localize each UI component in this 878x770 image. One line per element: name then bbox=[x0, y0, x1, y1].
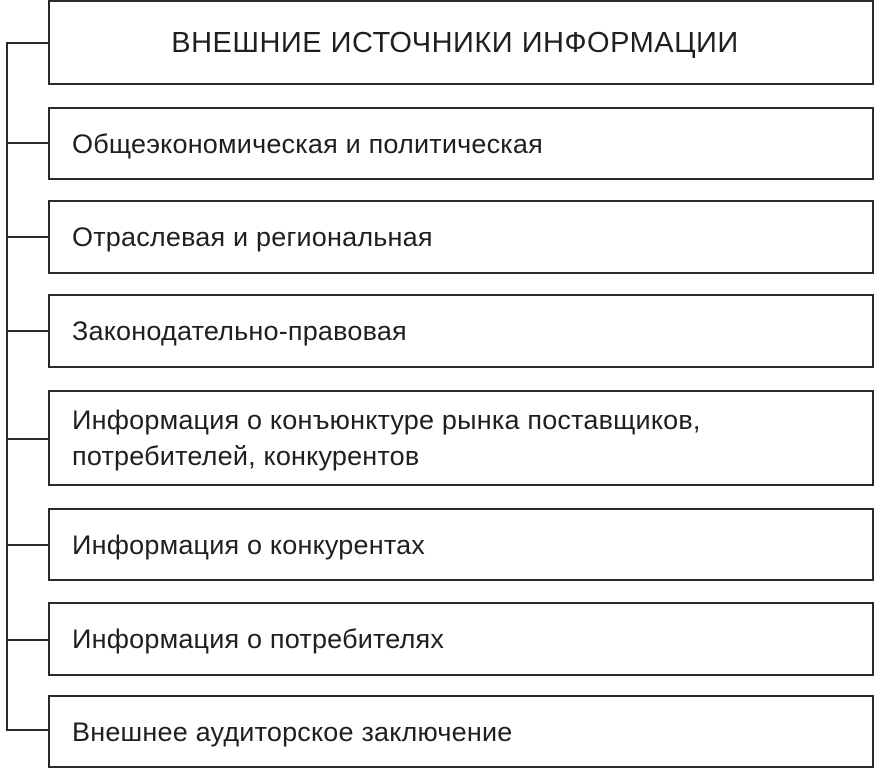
connector-item-2 bbox=[6, 236, 49, 238]
source-box-2 bbox=[48, 200, 874, 274]
source-box-3 bbox=[48, 294, 874, 368]
source-label: Информация о конъюнктуре рынка поставщиков, потребителей, конкурентов bbox=[72, 405, 701, 471]
connector-header bbox=[6, 42, 49, 44]
source-label: Отраслевая и региональная bbox=[72, 222, 433, 252]
connector-item-7 bbox=[6, 729, 49, 731]
connector-item-1 bbox=[6, 142, 49, 144]
diagram-title: ВНЕШНИЕ ИСТОЧНИКИ ИНФОРМАЦИИ bbox=[171, 26, 739, 59]
source-label: Информация о конкурентах bbox=[72, 529, 426, 560]
tree-spine-line bbox=[6, 43, 8, 730]
source-label: Общеэкономическая и политическая bbox=[72, 128, 543, 159]
source-box-7 bbox=[48, 695, 874, 768]
source-label: Законодательно-правовая bbox=[72, 316, 407, 346]
connector-item-3 bbox=[6, 330, 49, 332]
source-box-6 bbox=[48, 602, 874, 676]
source-box-4 bbox=[48, 390, 874, 486]
source-label: Внешнее аудиторское заключение bbox=[72, 716, 513, 747]
connector-item-5 bbox=[6, 544, 49, 546]
diagram-title-box bbox=[48, 0, 874, 85]
connector-item-4 bbox=[6, 438, 49, 440]
source-box-5 bbox=[48, 508, 874, 581]
connector-item-6 bbox=[6, 639, 49, 641]
source-box-1 bbox=[48, 107, 874, 180]
source-label: Информация о потребителях bbox=[72, 624, 445, 654]
